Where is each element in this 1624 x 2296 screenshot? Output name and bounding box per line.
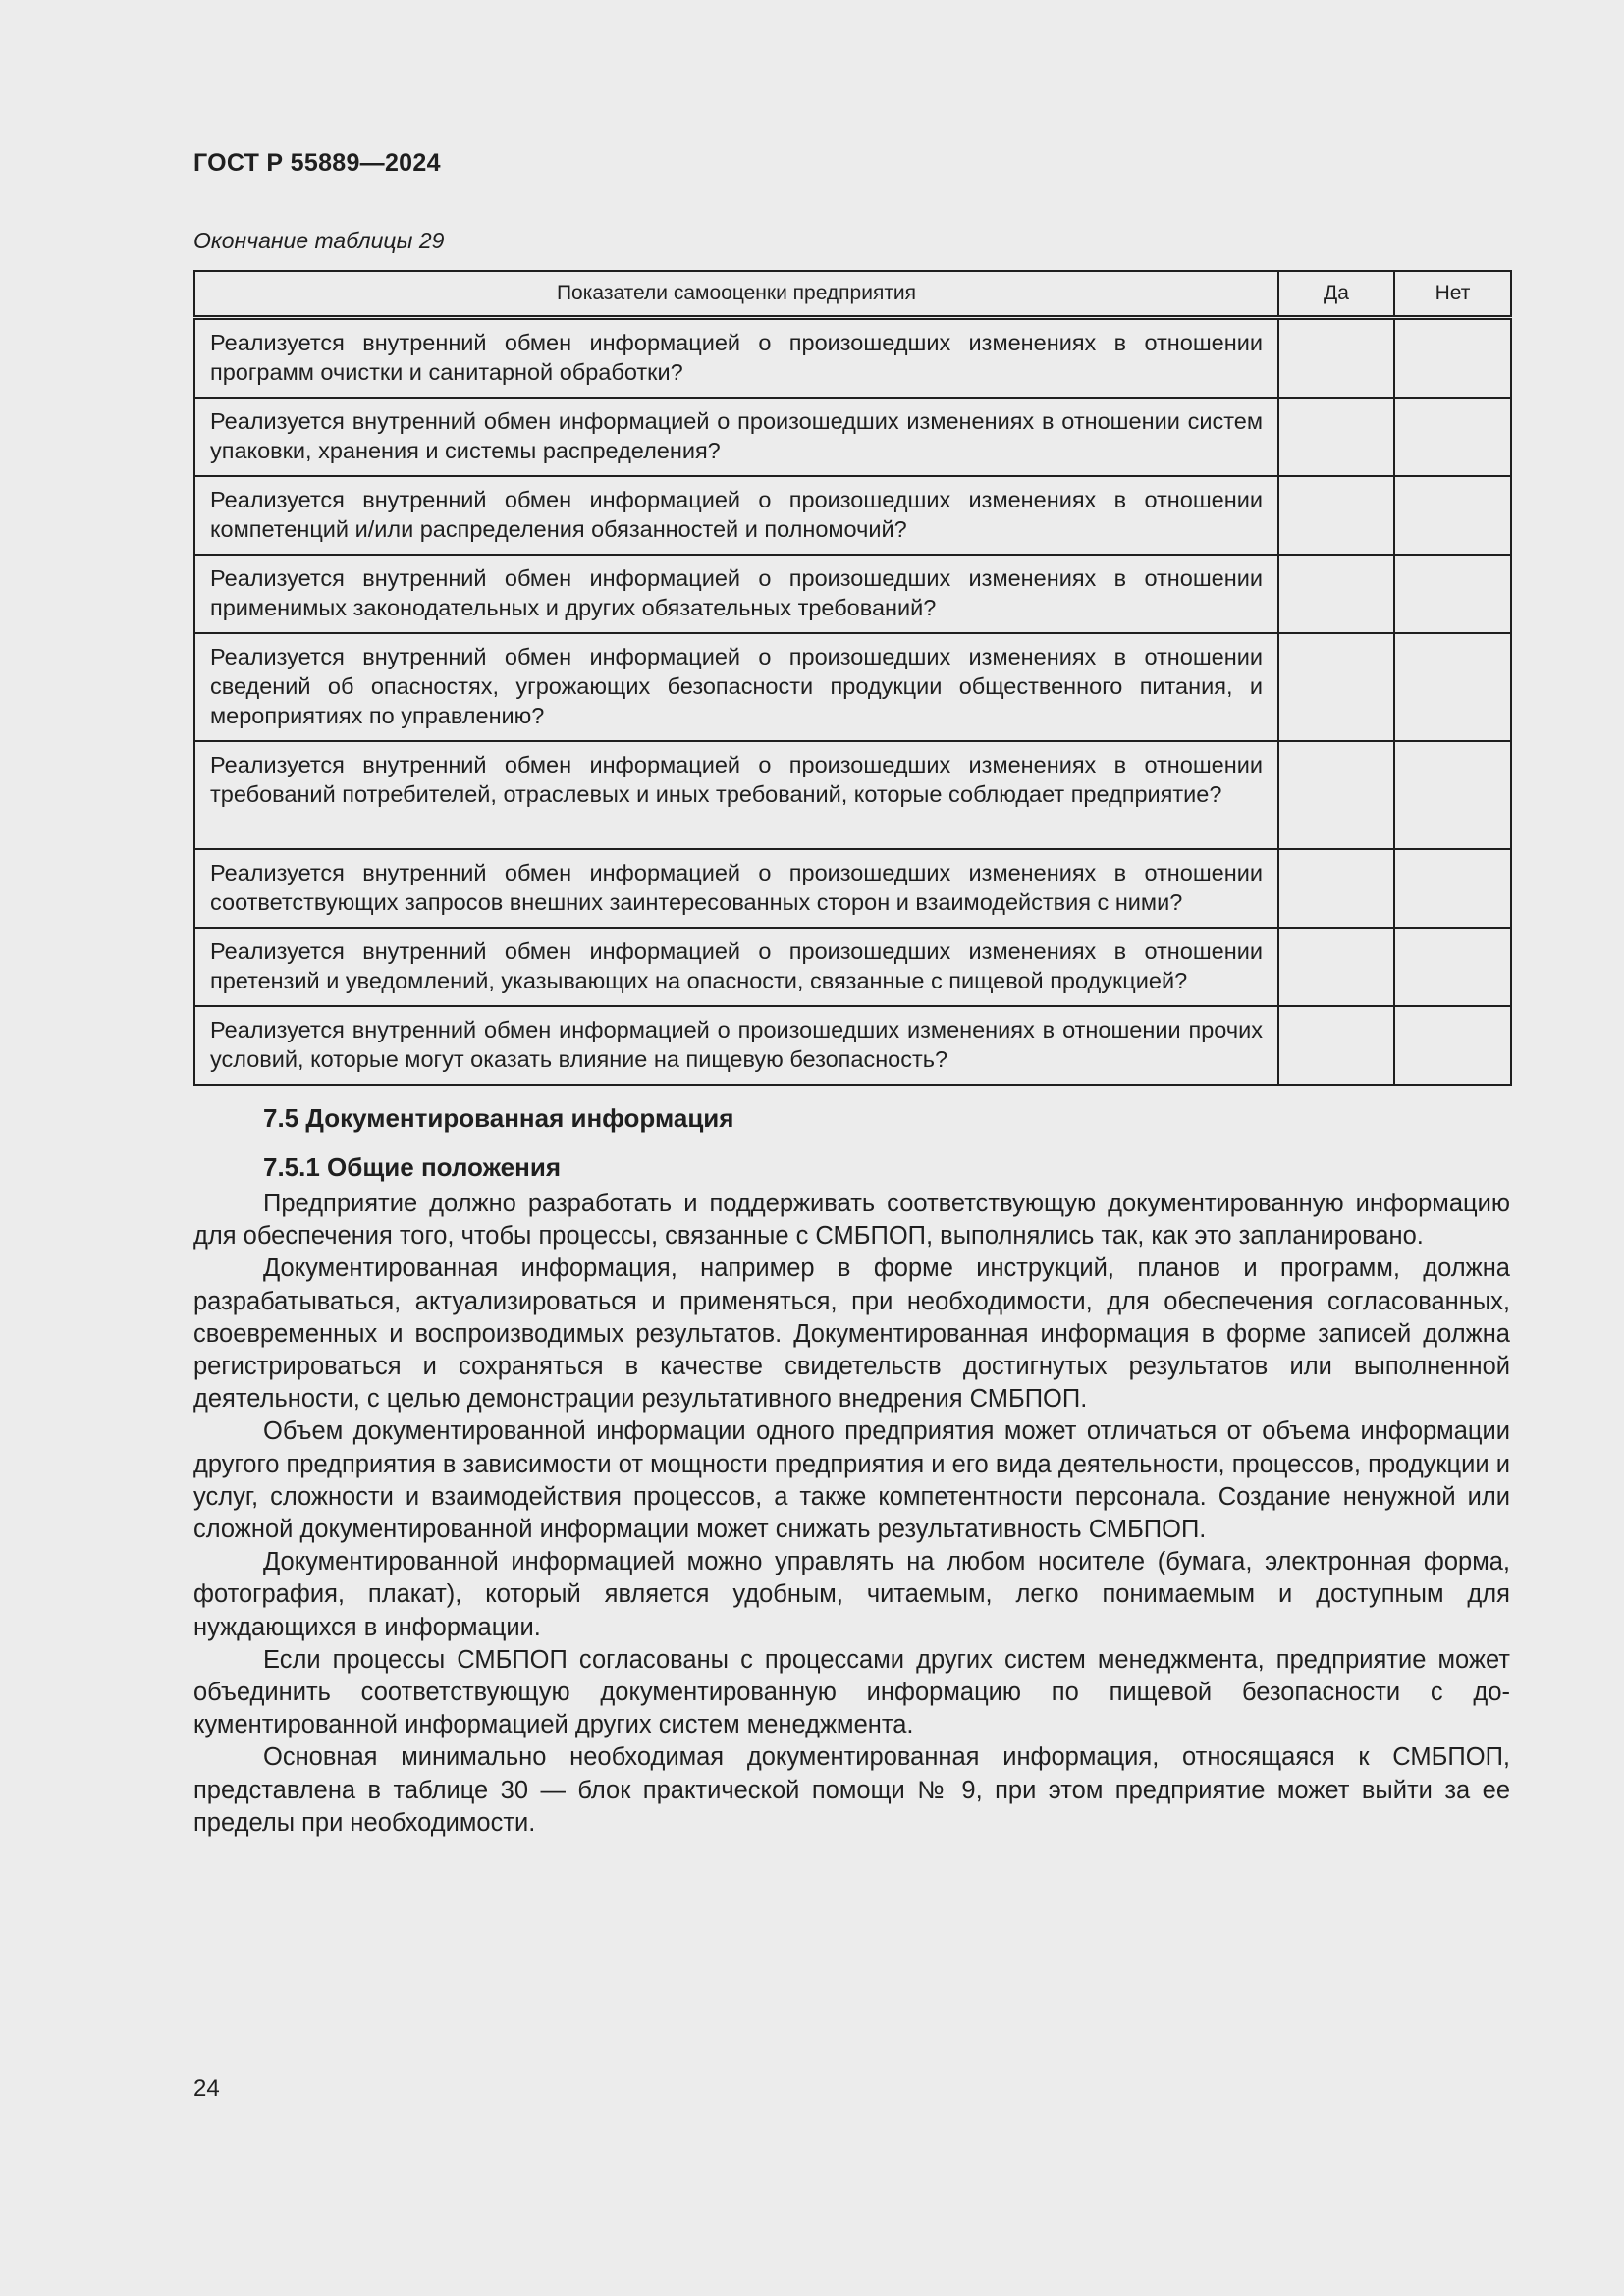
question-cell: Реализуется внутренний обмен информацией о произошедших изменениях в отношении сведений об опасностях, угрожающих безопасности продукции общественного питания, и мероприятиях по управлению? bbox=[194, 633, 1278, 741]
yes-cell[interactable] bbox=[1278, 318, 1394, 399]
no-cell[interactable] bbox=[1394, 741, 1511, 849]
section-body bbox=[193, 1188, 1510, 1840]
question-cell: Реализуется внутренний обмен информацией о произошедших изменениях в отношении прочих условий, которые могут оказать влияние на пищевую безопасность? bbox=[194, 1006, 1278, 1085]
table-row bbox=[194, 633, 1511, 741]
table-caption: Окончание таблицы 29 bbox=[193, 228, 445, 253]
question-cell: Реализуется внутренний обмен информацией о произошедших изменениях в отношении требований потребителей, отраслевых и иных требований, которые соблюдает предприятие? bbox=[194, 741, 1278, 849]
yes-cell[interactable] bbox=[1278, 555, 1394, 633]
no-cell[interactable] bbox=[1394, 633, 1511, 741]
column-header-indicators: Показатели самооценки предприятия bbox=[194, 271, 1278, 318]
yes-cell[interactable] bbox=[1278, 398, 1394, 476]
page-number: 24 bbox=[193, 2075, 220, 2102]
section-heading: 7.5 Документированная информация bbox=[263, 1103, 734, 1133]
table-row bbox=[194, 555, 1511, 633]
no-cell[interactable] bbox=[1394, 849, 1511, 928]
column-header-no: Нет bbox=[1394, 271, 1511, 318]
table-row bbox=[194, 1006, 1511, 1085]
table-row bbox=[194, 398, 1511, 476]
question-cell: Реализуется внутренний обмен информацией о произошедших изменениях в отношении программ очистки и санитарной обработки? bbox=[194, 318, 1278, 399]
question-cell: Реализуется внутренний обмен информацией о произошедших изменениях в отношении систем упаковки, хранения и системы распределения? bbox=[194, 398, 1278, 476]
yes-cell[interactable] bbox=[1278, 476, 1394, 555]
table-header-row bbox=[194, 271, 1511, 318]
paragraph: Документированная информация, например в форме инструкций, планов и программ, должна разрабатываться, актуализироваться и применяться, при необходимости, для обеспечения согласованных, своевременных и воспроизводимых результатов. Документированная информация в форме записей должна регистрироваться и сохраняться в качестве свидетельств достигнутых результатов или выполненной деятельности, с целью демонстрации результативного внедрения СМБПОП. bbox=[193, 1255, 1510, 1414]
table-row bbox=[194, 476, 1511, 555]
paragraph: Объем документированной информации одного предприятия может отличаться от объема информации другого предприятия в зависимости от мощности предприятия и его вида деятельности, процессов, продукции и услуг, сложности и взаимодействия процессов, а также компетентности персонала. Создание ненужной или сложной документированной информации может снижать результативность СМБПОП. bbox=[193, 1417, 1510, 1544]
question-cell: Реализуется внутренний обмен информацией о произошедших изменениях в отношении применимых законодательных и других обязательных требований? bbox=[194, 555, 1278, 633]
question-cell: Реализуется внутренний обмен информацией о произошедших изменениях в отношении претензий и уведомлений, указывающих на опасности, связанные с пищевой продукцией? bbox=[194, 928, 1278, 1006]
column-header-yes: Да bbox=[1278, 271, 1394, 318]
yes-cell[interactable] bbox=[1278, 849, 1394, 928]
yes-cell[interactable] bbox=[1278, 1006, 1394, 1085]
yes-cell[interactable] bbox=[1278, 928, 1394, 1006]
paragraph: Документированной информацией можно управлять на любом носителе (бумага, электронная форма, фотография, плакат), который является удобным, читаемым, легко понимаемым и доступным для нуждающихся в информации. bbox=[193, 1548, 1510, 1641]
question-cell: Реализуется внутренний обмен информацией о произошедших изменениях в отношении соответствующих запросов внешних заинтересованных сторон и взаимодействия с ними? bbox=[194, 849, 1278, 928]
table-row bbox=[194, 928, 1511, 1006]
no-cell[interactable] bbox=[1394, 476, 1511, 555]
subsection-heading: 7.5.1 Общие положения bbox=[263, 1152, 561, 1182]
paragraph: Основная минимально необходимая документированная информация, относящаяся к СМБПОП, представлена в таблице 30 — блок практической помощи № 9, при этом предприятие может выйти за ее пределы при необходимости. bbox=[193, 1743, 1510, 1837]
paragraph: Предприятие должно разработать и поддерживать соответствующую документированную информацию для обеспечения того, чтобы процессы, связанные с СМБПОП, выполнялись так, как это запланировано. bbox=[193, 1190, 1510, 1251]
yes-cell[interactable] bbox=[1278, 633, 1394, 741]
table-row bbox=[194, 318, 1511, 399]
no-cell[interactable] bbox=[1394, 1006, 1511, 1085]
no-cell[interactable] bbox=[1394, 398, 1511, 476]
yes-cell[interactable] bbox=[1278, 741, 1394, 849]
document-id-header: ГОСТ Р 55889—2024 bbox=[193, 149, 441, 177]
self-assessment-table bbox=[193, 270, 1512, 1086]
no-cell[interactable] bbox=[1394, 318, 1511, 399]
no-cell[interactable] bbox=[1394, 928, 1511, 1006]
table-row bbox=[194, 741, 1511, 849]
question-cell: Реализуется внутренний обмен информацией о произошедших изменениях в отношении компетенций и/или распределения обязанностей и полномочий? bbox=[194, 476, 1278, 555]
no-cell[interactable] bbox=[1394, 555, 1511, 633]
table-row bbox=[194, 849, 1511, 928]
paragraph: Если процессы СМБПОП согласованы с процессами других систем менеджмента, предприятие может объединить соответствующую документированную информацию по пищевой безопасности с документированной информацией других систем менеджмента. bbox=[193, 1645, 1510, 1739]
